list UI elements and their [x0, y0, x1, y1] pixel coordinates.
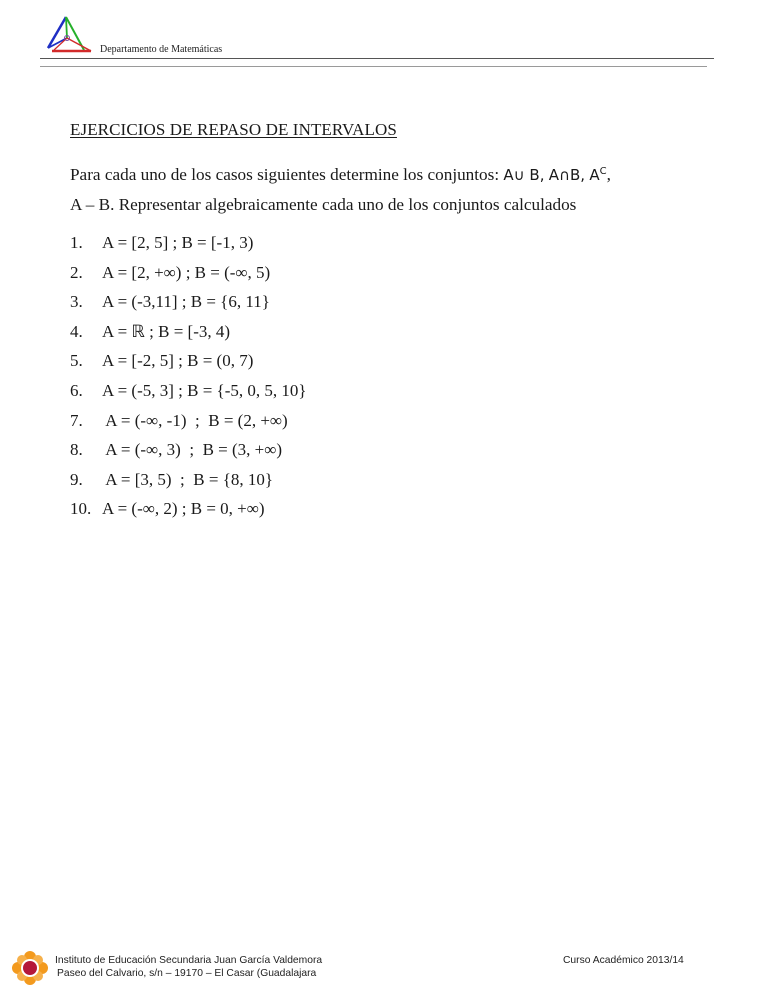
union-symbol-text: A∪ B,: [503, 166, 545, 184]
item-expression: A = ℝ ; B = [-3, 4): [102, 321, 231, 341]
school-logo-icon: [12, 951, 48, 985]
item-expression: A = (-∞, 2) ; B = 0, +∞): [102, 499, 265, 519]
header-divider: [40, 58, 714, 59]
instructions: [70, 157, 611, 219]
list-item: [70, 346, 307, 376]
list-item: [70, 406, 307, 436]
item-expression: A = (-5, 3] ; B = {-5, 0, 5, 10}: [102, 380, 307, 400]
item-number: 5.: [70, 351, 83, 371]
item-number: 2.: [70, 262, 83, 282]
list-item: [70, 258, 307, 288]
complement-symbol-text: $A^C$: [589, 166, 607, 184]
list-item: [70, 228, 307, 258]
intersection-symbol-text: A∩B,: [548, 166, 586, 184]
item-number: 6.: [70, 380, 83, 400]
item-expression: A = [2, 5] ; B = [-1, 3): [102, 233, 254, 252]
item-number: 1.: [70, 233, 83, 252]
item-number: 10.: [70, 499, 92, 519]
item-expression: A = (-3,11] ; B = {6, 11}: [102, 292, 270, 312]
school-name: Instituto de Educación Secundaria Juan García Valdemora: [55, 955, 323, 966]
item-expression: A = [2, +∞) ; B = (-∞, 5): [102, 262, 271, 282]
list-item: [70, 376, 307, 406]
item-number: 3.: [70, 292, 83, 312]
triangle-logo-icon: [44, 14, 98, 56]
item-number: 4.: [70, 321, 83, 341]
list-item: [70, 465, 307, 495]
list-item: [70, 287, 307, 317]
instructions-text: Para cada uno de los casos siguientes determine los conjuntos:: [70, 165, 504, 184]
academic-year: Curso Académico 2013/14: [563, 955, 684, 966]
instructions-line-1: Para cada uno de los casos siguientes determine los conjuntos: A∪ B, A∩B, $A^C$,: [70, 165, 611, 184]
item-expression: A = [3, 5) ; B = {8, 10}: [102, 469, 274, 489]
list-item: [70, 435, 307, 465]
item-number: 9.: [70, 469, 83, 489]
item-expression: A = [-2, 5] ; B = (0, 7): [102, 351, 254, 371]
list-item: [70, 317, 307, 347]
item-expression: A = (-∞, -1) ; B = (2, +∞): [102, 410, 288, 430]
department-name: Departamento de Matemáticas: [100, 44, 223, 55]
header-divider-secondary: [40, 66, 707, 67]
school-address: Paseo del Calvario, s/n – 19170 – El Casar (Guadalajara: [57, 968, 317, 979]
document-title: EJERCICIOS DE REPASO DE INTERVALOS: [70, 120, 397, 139]
list-item: [70, 494, 307, 524]
item-number: 8.: [70, 440, 83, 460]
item-number: 7.: [70, 410, 83, 430]
exercise-list: [70, 228, 307, 524]
item-expression: A = (-∞, 3) ; B = (3, +∞): [102, 440, 283, 460]
instructions-line-2: A – B. Representar algebraicamente cada uno de los conjuntos calculados: [70, 195, 577, 214]
